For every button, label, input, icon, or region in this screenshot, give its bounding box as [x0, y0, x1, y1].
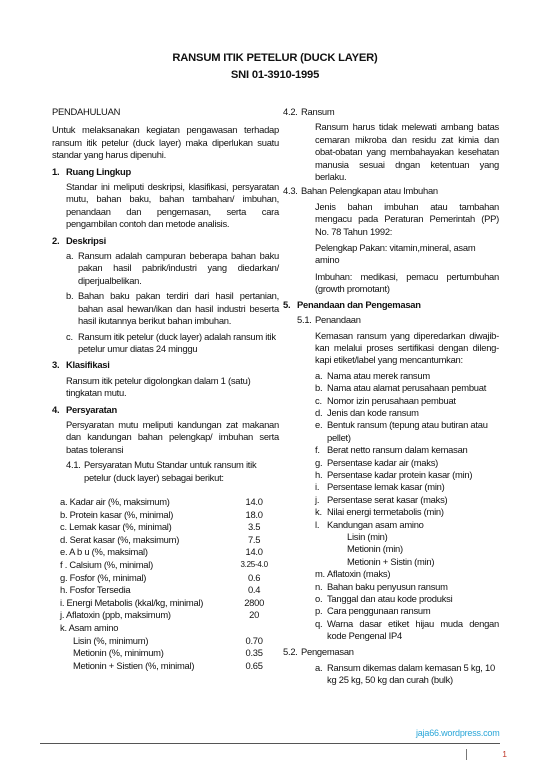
document-subtitle: SNI 01-3910-1995 — [230, 69, 320, 81]
table-label: e. A b u (%, maksimal) — [60, 546, 148, 558]
item-marker: m. — [315, 568, 325, 580]
item-marker: i. — [315, 481, 320, 493]
table-value: 18.0 — [245, 508, 263, 520]
section-2-item — [66, 250, 279, 287]
item-text: Persentase kadar protein kasar (min) — [327, 468, 473, 480]
table-row — [60, 521, 279, 534]
item-marker: f. — [315, 444, 320, 456]
section-1-text: Standar ini meliputi deskripsi, klasifikasi, persyaratan mutu, bahan baku, bahan tambahan/ imbuhan, penandaan dan pengemasan, serta cara pengambilan contoh dan metode analisis. — [66, 181, 279, 230]
list-item — [315, 444, 499, 456]
section-4-3-imbuhan: Imbuhan: medikasi, pemacu pertumbuhan (growth promotant) — [315, 270, 499, 295]
table-label: c. Lemak kasar (%, minimal) — [60, 521, 172, 533]
pendahuluan-text: Untuk melaksanakan kegiatan pengawasan terhadap ransum itik petelur (duck layer) maka diperlukan suatu standar yang harus dipenuhi. — [52, 124, 279, 161]
item-text: Tanggal dan atau kode produksi — [327, 593, 453, 605]
list-item — [315, 568, 499, 580]
section-5-1-title: Penandaan — [315, 314, 361, 326]
item-text: Jenis dan kode ransum — [327, 406, 419, 418]
table-row — [60, 546, 279, 559]
item-text: Berat netto ransum dalam kemasan — [327, 444, 468, 456]
table-row — [60, 647, 279, 660]
table-label: Metionin (%, minimum) — [73, 647, 164, 659]
item-marker: l. — [315, 518, 320, 530]
table-value: 20 — [249, 609, 260, 621]
item-text: Persentase lemak kasar (min) — [327, 481, 445, 493]
table-label: h. Fosfor Tersedia — [60, 584, 131, 596]
section-4-3-heading — [283, 185, 499, 197]
item-marker: n. — [315, 580, 323, 592]
list-item — [315, 494, 499, 506]
table-label: g. Fosfor (%, minimal) — [60, 571, 147, 583]
section-5-title: Penandaan dan Pengemasan — [297, 298, 421, 310]
item-text: Bentuk ransum (tepung atau butiran atau pellet) — [327, 419, 488, 443]
table-row — [60, 509, 279, 522]
table-row — [60, 496, 279, 509]
item-marker: k. — [315, 506, 322, 518]
list-item — [315, 506, 499, 518]
item-marker: c. — [315, 394, 322, 406]
table-value: 0.4 — [247, 584, 261, 596]
section-1-number: 1. — [52, 165, 60, 177]
item-marker: a. — [66, 250, 74, 262]
item-text: Ransum itik petelur (duck layer) adalah ransum itik petelur umur diatas 24 minggu — [78, 330, 276, 354]
section-4-3-number: 4.3. — [283, 185, 298, 197]
table-row — [60, 622, 279, 635]
table-label: f . Calsium (%, minimal) — [60, 558, 153, 570]
section-4-3-text: Jenis bahan imbuhan atau tambahan mengacu pada Peraturan Pemerintah (PP) No. 78 Tahun 1992: — [315, 200, 499, 237]
table-row — [60, 534, 279, 547]
table-label: a. Kadar air (%, maksimum) — [60, 495, 170, 507]
section-4-3-title: Bahan Pelengkapan atau Imbuhan — [301, 185, 438, 197]
section-4-1-text: Persyaratan Mutu Standar untuk ransum itik petelur (duck layer) sebagai berikut: — [84, 459, 257, 483]
item-text: Bahan baku pakan terdiri dari hasil pertanian, bahan asal hewan/ikan dan hasil industri beserta hasil ikutannya berikut bahan imbuhan. — [78, 290, 279, 327]
table-value: 0.35 — [245, 647, 263, 659]
footer-divider — [40, 743, 500, 744]
section-3-number: 3. — [52, 359, 60, 371]
item-text: Ransum dikemas dalam kemasan 5 kg, 10 kg 25 kg, 50 kg dan curah (bulk) — [327, 662, 495, 686]
quality-table — [52, 496, 279, 672]
table-label: k. Asam amino — [60, 621, 119, 633]
section-2-title: Deskripsi — [66, 234, 106, 246]
list-item — [315, 469, 499, 481]
list-item — [315, 457, 499, 469]
table-label: j. Aflatoxin (ppb, maksimum) — [60, 609, 171, 621]
section-3-heading — [52, 359, 279, 371]
item-text: Cara penggunaan ransum — [327, 605, 431, 617]
section-4-2-heading — [283, 106, 499, 118]
table-label: b. Protein kasar (%, minimal) — [60, 508, 174, 520]
section-4-text: Persyaratan mutu meliputi kandungan zat makanan dan kandungan bahan pelengkap/ imbuhan serta batas toleransi — [66, 418, 279, 455]
item-marker: a. — [315, 369, 323, 381]
item-marker: h. — [315, 468, 323, 480]
section-4-title: Persyaratan — [66, 403, 117, 415]
table-value: 3.5 — [247, 521, 261, 533]
section-5-1-text: Kemasan ransum yang diperedarkan diwajib-kan melalui proses sertifikasi dengan dileng-kapi etiket/label yang mencantumkan: — [315, 329, 499, 366]
section-5-1-number: 5.1. — [297, 314, 312, 326]
table-row — [60, 660, 279, 673]
section-2-number: 2. — [52, 234, 60, 246]
section-5-1-heading — [283, 314, 499, 326]
table-value — [229, 622, 279, 635]
section-2-item — [66, 331, 279, 356]
item-text: Warna dasar etiket hijau muda dengan kode Pengenal IP4 — [327, 617, 499, 642]
section-4-3-pelengkap: Pelengkap Pakan: vitamin,mineral, asam amino — [315, 242, 476, 266]
list-item — [315, 662, 499, 687]
table-label: Metionin + Sistien (%, minimal) — [73, 659, 195, 671]
table-row — [60, 635, 279, 648]
section-5-2-title: Pengemasan — [301, 645, 354, 657]
section-4-2-number: 4.2. — [283, 106, 298, 117]
section-1-title: Ruang Lingkup — [66, 165, 131, 177]
item-marker: b. — [66, 290, 74, 302]
item-marker: d. — [315, 406, 323, 418]
table-row — [60, 572, 279, 585]
list-item — [315, 581, 499, 593]
section-5-2-heading — [283, 646, 499, 658]
list-item — [315, 605, 499, 617]
list-item — [315, 395, 499, 407]
section-4-number: 4. — [52, 403, 60, 415]
section-2-heading — [52, 235, 279, 247]
table-value: 2800 — [244, 596, 265, 608]
item-marker: j. — [315, 493, 320, 505]
item-marker: p. — [315, 605, 323, 617]
list-item — [315, 593, 499, 605]
table-value: 0.6 — [247, 571, 261, 583]
table-value: 0.65 — [245, 659, 263, 671]
table-row — [60, 559, 279, 572]
list-item — [315, 370, 499, 382]
item-text: Persentase kadar air (maks) — [327, 456, 439, 468]
section-2-list — [52, 250, 279, 355]
table-value: 14.0 — [245, 546, 263, 558]
document-title: RANSUM ITIK PETELUR (DUCK LAYER) — [172, 52, 378, 64]
section-4-1 — [52, 459, 279, 484]
right-column — [283, 106, 499, 687]
item-marker: o. — [315, 593, 323, 605]
page-number: 1 — [466, 749, 507, 760]
item-marker: a. — [315, 662, 323, 674]
table-value: 3.25-4.0 — [240, 559, 268, 569]
amino-sub-item: Lisin (min) — [347, 531, 388, 542]
section-5-2-number: 5.2. — [283, 645, 298, 657]
section-4-1-number: 4.1. — [66, 459, 81, 471]
pendahuluan-heading: PENDAHULUAN — [52, 106, 121, 117]
table-value: 14.0 — [245, 495, 263, 507]
table-label: i. Energi Metabolis (kkal/kg, minimal) — [60, 596, 204, 608]
table-row — [60, 584, 279, 597]
item-marker: b. — [315, 382, 323, 394]
section-5-number: 5. — [283, 298, 291, 310]
item-text: Nama atau merek ransum — [327, 369, 430, 381]
label-list — [283, 370, 499, 643]
section-4-2-text: Ransum harus tidak melewati ambang batas cemaran mikroba dan residu zat kimia dan obat-obatan yang membahayakan kesehatan manusia sesuai dngan ketentuan yang berlaku. — [315, 121, 499, 183]
section-2-item — [66, 290, 279, 327]
item-text: Nama atau alamat perusahaan pembuat — [327, 382, 487, 394]
item-marker: q. — [315, 617, 323, 629]
amino-sub-item: Metionin + Sistin (min) — [347, 555, 435, 567]
list-item — [315, 519, 499, 531]
table-label: d. Serat kasar (%, maksimum) — [60, 533, 180, 545]
list-item — [315, 481, 499, 493]
left-column — [52, 106, 279, 672]
item-text: Aflatoxin (maks) — [327, 568, 391, 580]
list-item — [315, 618, 499, 643]
table-label: Lisin (%, minimum) — [73, 634, 149, 646]
item-text: Bahan baku penyusun ransum — [327, 580, 448, 592]
section-5-heading — [283, 299, 499, 311]
table-value: 0.70 — [245, 634, 263, 646]
item-text: Nomor izin perusahaan pembuat — [327, 394, 456, 406]
list-item — [315, 407, 499, 419]
item-marker: g. — [315, 456, 323, 468]
packaging-list — [283, 662, 499, 687]
section-1-heading — [52, 166, 279, 178]
section-3-text: Ransum itik petelur digolongkan dalam 1 (satu) tingkatan mutu. — [66, 374, 251, 399]
item-marker: e. — [315, 419, 323, 431]
section-4-2-title: Ransum — [301, 106, 335, 117]
item-text: Kandungan asam amino — [327, 518, 424, 530]
amino-sub-item: Metionin (min) — [347, 543, 403, 555]
item-text: Ransum adalah campuran beberapa bahan baku pakan hasil pabrik/industri yang diedarkan/ diperjualbelikan. — [78, 250, 279, 286]
item-marker: c. — [66, 330, 73, 342]
table-value: 7.5 — [247, 533, 261, 545]
footer-url-link[interactable]: jaja66.wordpress.com — [416, 728, 500, 738]
item-text: Nilai energi termetabolis (min) — [327, 506, 444, 518]
section-3-title: Klasifikasi — [66, 359, 110, 371]
list-item — [315, 419, 499, 444]
list-item — [315, 382, 499, 394]
item-text: Persentase serat kasar (maks) — [327, 493, 448, 505]
section-4-heading — [52, 404, 279, 416]
table-row — [60, 597, 279, 610]
table-row — [60, 609, 279, 622]
